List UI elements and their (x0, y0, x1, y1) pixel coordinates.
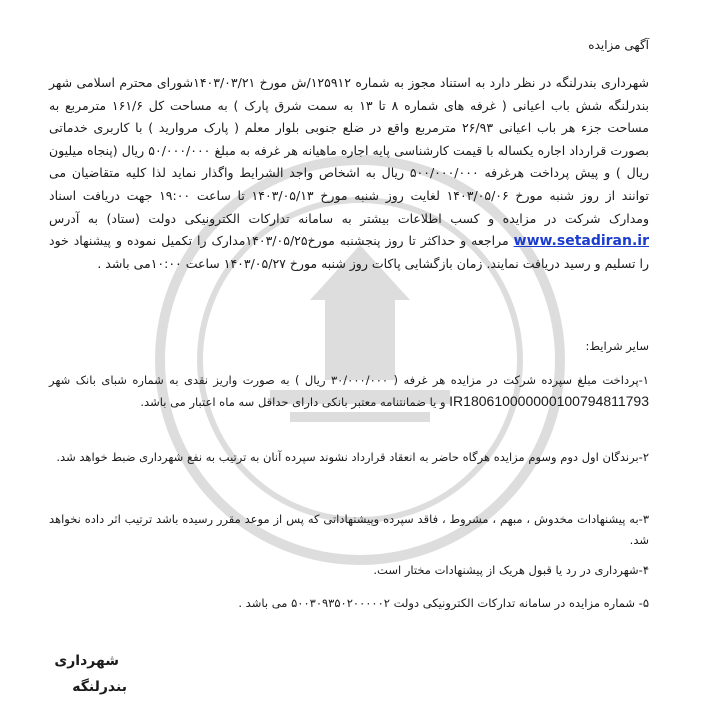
notice-body-part1: شهرداری بندرلنگه در نظر دارد به استناد مجوز به شماره ۱۲۵۹۱۲/ش مورخ ۱۴۰۳/۰۳/۲۱شورای محترم اسلامی شهر بندرلنگه شش باب اعیانی ( غرفه های شماره ۸ تا ۱۳ به سمت شرق پارک ) به مساحت کل ۱۶۱/۶ مترمربع به مساحت جزء هر باب اعیانی ۲۶/۹۳ مترمربع واقع در ضلع جنوبی بلوار معلم ( پارک مروارید ) با کاربری خدماتی بصورت قرارداد اجاره یکساله با قیمت کارشناسی پایه اجاره ماهیانه هر غرفه به مبلغ ۵۰/۰۰۰/۰۰۰ ریال (پنجاه میلیون ریال ) و پیش پرداخت هرغرفه ۵۰۰/۰۰۰/۰۰۰ ریال به اشخاص واجد الشرایط واگذار نماید لذا کلیه متقاضیان می توانند از روز شنبه مورخ ۱۴۰۳/۰۵/۰۶ لغایت روز شنبه مورخ ۱۴۰۳/۰۵/۱۳ تا ساعت ۱۹:۰۰ جهت دریافت اسناد ومدارک شرکت در مزایده و کسب اطلاعات بیشتر به سامانه تدارکات الکترونیکی دولت (ستاد) به آدرس (49, 75, 649, 226)
condition-item-3: ۳-به پیشنهادات مخدوش ، مبهم ، مشروط ، فاقد سپرده وپیشنهاداتی که پس از موعد مقرر رسیده باشد ترتیب اثر داده نخواهد شد. (49, 512, 649, 547)
setadiran-link[interactable]: www.setadiran.ir (513, 233, 649, 250)
signature-line-1: شهرداری (54, 653, 119, 669)
sheba-number: IR180610000000100794811793 (449, 393, 649, 409)
condition-1-text-b: و یا ضمانتنامه معتبر بانکی دارای حداقل سه ماه اعتبار می باشد. (140, 395, 446, 409)
notice-body-part2: مراجعه و حداکثر تا روز پنجشنبه مورخ۱۴۰۳/۰۵/۲۵مدارک را تکمیل نموده و پیشنهاد خود را تسلیم و رسید دریافت نمایند. زمان بازگشایی پاکات روز شنبه مورخ ۱۴۰۳/۰۵/۲۷ ساعت ۱۰:۰۰می باشد . (49, 233, 649, 271)
conditions-heading: سایر شرایط: (585, 339, 649, 353)
condition-item-5: ۵- شماره مزایده در سامانه تدارکات الکترونیکی دولت ۵۰۰۳۰۹۳۵۰۲۰۰۰۰۰۲ می باشد . (238, 596, 649, 610)
condition-item-1 (49, 370, 649, 413)
notice-body (49, 72, 649, 275)
notice-title: آگهی مزایده (588, 38, 649, 52)
signature-line-2: بندرلنگه (72, 679, 127, 695)
condition-item-4: ۴-شهرداری در رد یا قبول هریک از پیشنهادات مختار است. (373, 563, 649, 577)
condition-1-text-a: ۱-پرداخت مبلغ سپرده شرکت در مزایده هر غرفه ( ۳۰/۰۰۰/۰۰۰ ریال ) به صورت واریز نقدی به شماره شبای بانک شهر (49, 373, 649, 387)
condition-item-2: ۲-برندگان اول دوم وسوم مزایده هرگاه حاضر به انعقاد قرارداد نشوند سپرده آنان به ترتیب به نفع شهرداری ضبط خواهد شد. (56, 450, 649, 464)
